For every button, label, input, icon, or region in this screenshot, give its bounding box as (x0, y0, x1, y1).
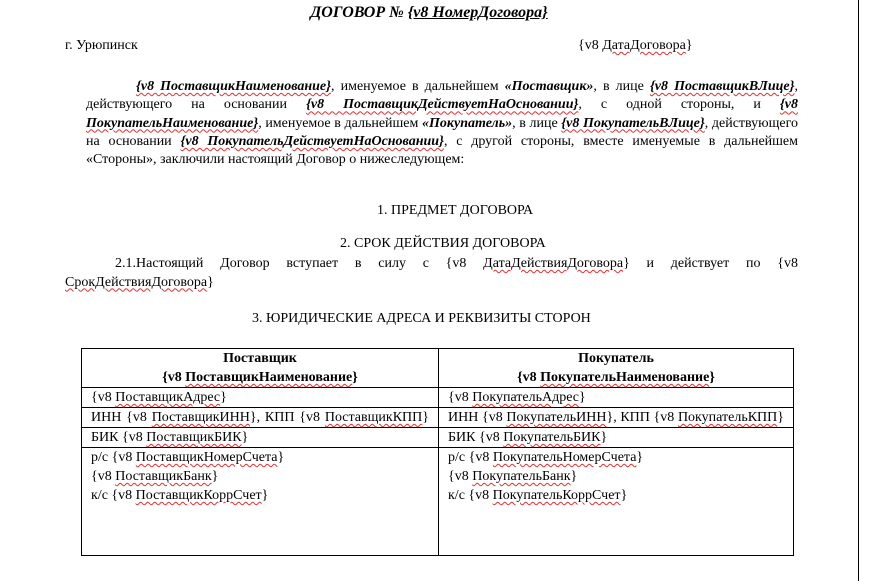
buyer-bank: {v8 ПокупательБанк} (448, 469, 578, 484)
supplier-header: Поставщик (223, 351, 297, 366)
table-row (82, 349, 794, 388)
supplier-basis-field: {v8 ПоставщикДействуетНаОсновании} (306, 97, 579, 113)
preamble-paragraph: {v8 ПоставщикНаименование}, именуемое в дальнейшем «Поставщик», в лице {v8 ПоставщикВЛице}, действующего на основании {v8 ПоставщикДействуетНаОсновании}, с одной стороны, и {v8 ПокупательНаименование}, именуемое в дальнейшем «Покупатель», в лице {v8 ПокупательВЛице}, действующего на основании {v8 ПокупательДействуетНаОсновании}, с другой стороны, вместе именуемые в дальнейшем «Стороны», заключили настоящий Договор о нижеследующем: (86, 79, 799, 168)
supplier-inn-kpp-cell: ИНН {v8 ПоставщикИНН}, КПП {v8 ПоставщикКПП} (82, 408, 439, 428)
buyer-address-cell: {v8 ПокупательАдрес} (439, 388, 794, 408)
contract-number-field: {v8 НомерДоговора} (407, 4, 548, 21)
table-row (82, 388, 794, 408)
end-date-field: СрокДействияДоговора (65, 274, 208, 290)
table-row (82, 428, 794, 448)
contract-date-field: {v8 ДатаДоговора} (578, 38, 693, 53)
section-heading-term: 2. СРОК ДЕЙСТВИЯ ДОГОВОРА (340, 236, 546, 251)
buyer-header: Покупатель (578, 351, 654, 366)
start-date-field: ДатаДействияДоговора (483, 256, 624, 271)
buyer-basis-field: {v8 ПокупательДействуетНаОсновании} (180, 133, 444, 149)
buyer-bik-cell: БИК {v8 ПокупательБИК} (439, 428, 794, 448)
supplier-header-cell (82, 349, 439, 388)
supplier-corr-account: к/с {v8 ПоставщикКоррСчет} (91, 488, 269, 503)
supplier-person-field: {v8 ПоставщикВЛице} (649, 79, 795, 94)
buyer-person-field: {v8 ПокупательВЛице} (561, 115, 705, 131)
supplier-bank: {v8 ПоставщикБанк} (91, 469, 219, 484)
page-margin (859, 0, 870, 581)
contract-title: ДОГОВОР № {v8 НомерДоговора} (310, 4, 548, 21)
supplier-alias: «Поставщик» (504, 79, 594, 94)
buyer-alias: «Покупатель» (422, 115, 513, 131)
section-heading-requisites: 3. ЮРИДИЧЕСКИЕ АДРЕСА И РЕКВИЗИТЫ СТОРОН (252, 311, 591, 326)
buyer-header-cell (439, 349, 794, 388)
supplier-bank-cell (82, 448, 439, 556)
supplier-bik-cell: БИК {v8 ПоставщикБИК} (82, 428, 439, 448)
supplier-name-field: {v8 ПоставщикНаименование} (136, 79, 332, 94)
supplier-address-cell: {v8 ПоставщикАдрес} (82, 388, 439, 408)
buyer-bank-cell (439, 448, 794, 556)
buyer-account: р/с {v8 ПокупательНомерСчета} (448, 450, 644, 465)
buyer-inn-kpp-cell: ИНН {v8 ПокупательИНН}, КПП {v8 ПокупательКПП} (439, 408, 794, 428)
supplier-name-cell: {v8 ПоставщикНаименование} (162, 370, 358, 385)
term-paragraph: 2.1.Настоящий Договор вступает в силу с {v8 ДатаДействияДоговора} и действует по {v8 СрокДействияДоговора} (65, 256, 798, 290)
contract-city: г. Урюпинск (65, 38, 138, 53)
buyer-name-cell: {v8 ПокупательНаименование} (517, 370, 715, 385)
buyer-name-field: {v8 ПокупательНаименование} (86, 97, 798, 131)
buyer-corr-account: к/с {v8 ПокупательКоррСчет} (448, 488, 628, 503)
requisites-table (81, 348, 794, 556)
supplier-account: р/с {v8 ПоставщикНомерСчета} (91, 450, 285, 465)
table-row (82, 408, 794, 428)
table-row (82, 448, 794, 556)
section-heading-subject: 1. ПРЕДМЕТ ДОГОВОРА (377, 203, 534, 218)
